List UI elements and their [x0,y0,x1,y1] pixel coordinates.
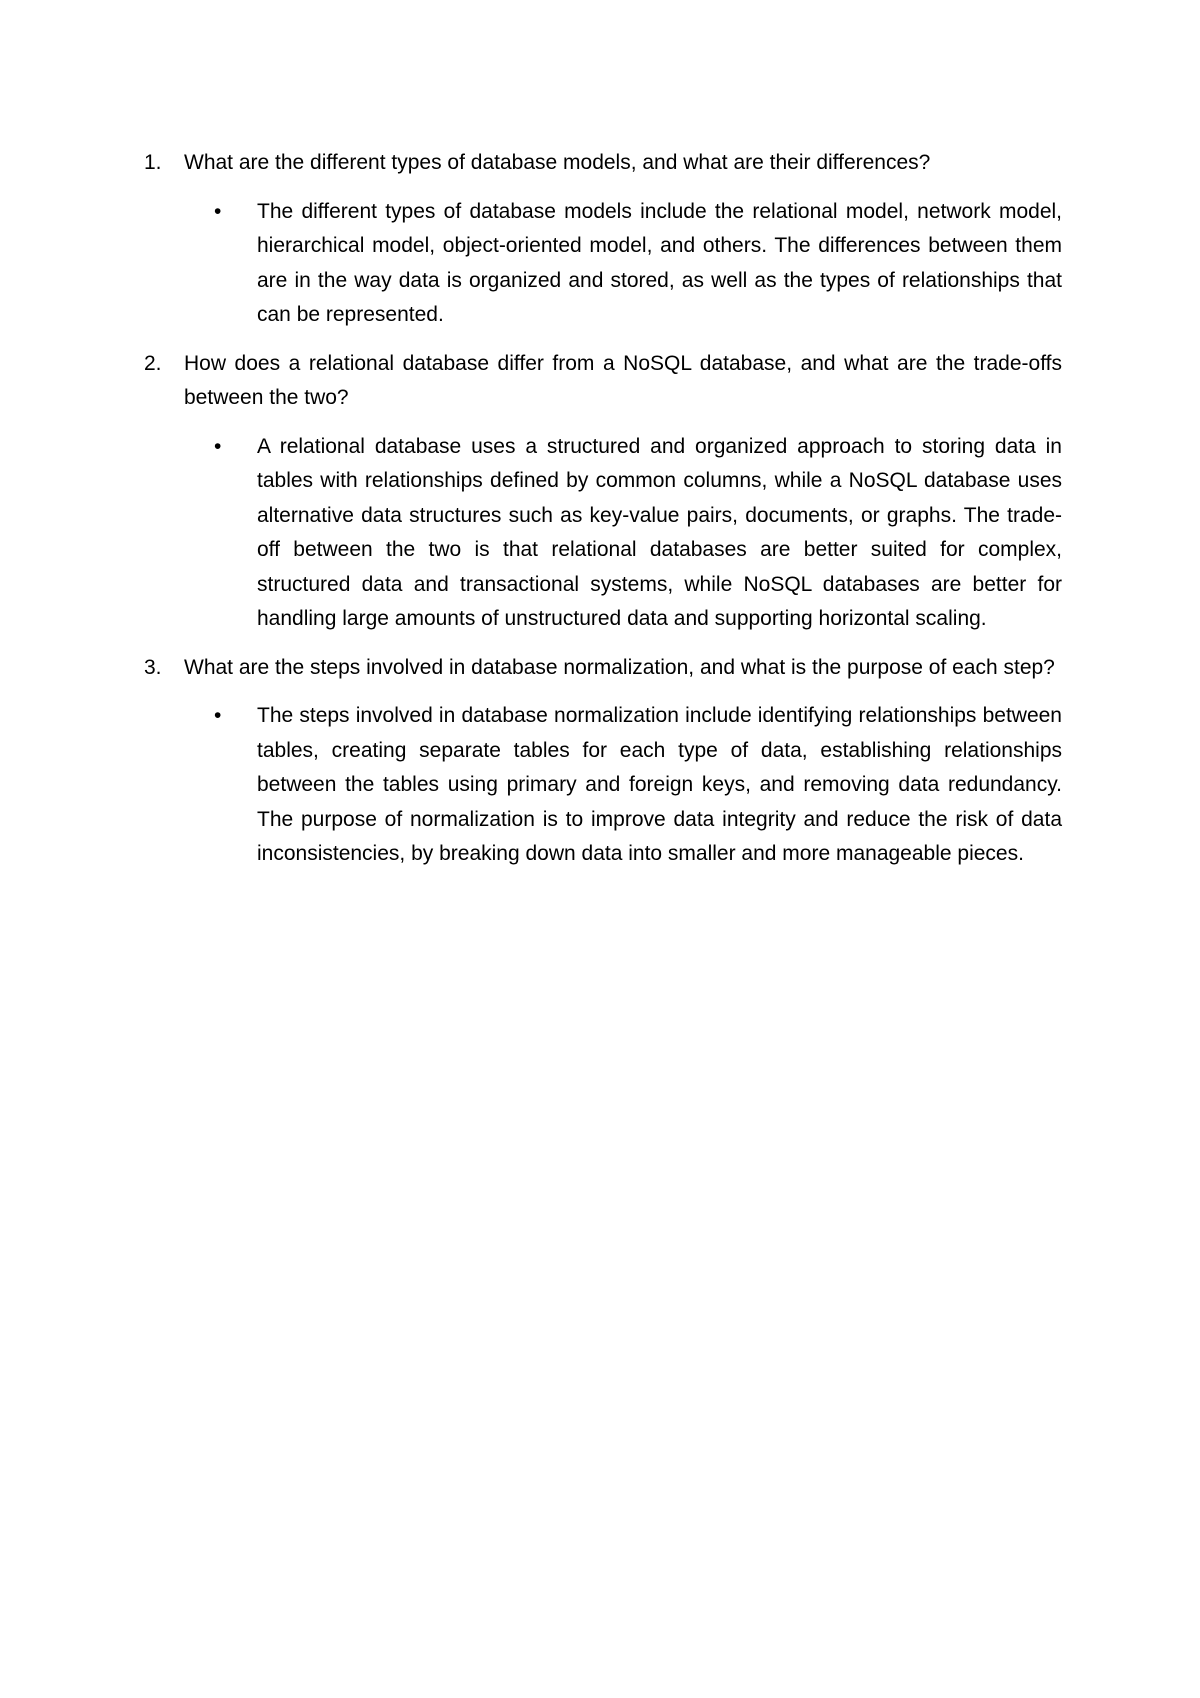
question-item-1 [144,146,1062,333]
question-item-3 [144,651,1062,872]
answer-text: The steps involved in database normalization include identifying relationships between tables, creating separate tables for each type of data, establishing relationships between the tables using primary and foreign keys, and removing data redundancy. The purpose of normalization is to improve data integrity and reduce the risk of data inconsistencies, by breaking down data into smaller and more manageable pieces. [257,704,1062,865]
question-text: How does a relational database differ from a NoSQL database, and what are the trade-offs between the two? [184,351,1062,409]
answer-bullet-item [184,195,1062,333]
question-list [144,146,1062,886]
question-number: 1. [144,151,162,174]
bullet-icon: • [214,704,222,727]
answer-text: The different types of database models include the relational model, network model, hierarchical model, object-oriented model, and others. The differences between them are in the way data is organized and stored, as well as the types of relationships that can be represented. [257,199,1062,326]
question-number: 3. [144,655,162,679]
question-item-2 [144,347,1062,637]
answer-bullet-item [184,430,1062,637]
question-number: 2. [144,351,162,375]
answer-text: A relational database uses a structured and organized approach to storing data in tables with relationships defined by common columns, while a NoSQL database uses alternative data structures such as key-value pairs, documents, or graphs. The trade-off between the two is that relational databases are better suited for complex, structured data and transactional systems, while NoSQL databases are better for handling large amounts of unstructured data and supporting horizontal scaling. [257,434,1062,630]
bullet-icon: • [214,199,222,223]
question-text: What are the different types of database models, and what are their differences? [184,151,931,174]
answer-bullet-item [184,699,1062,872]
bullet-icon: • [214,434,222,458]
question-text: What are the steps involved in database normalization, and what is the purpose of each step? [184,655,1055,679]
